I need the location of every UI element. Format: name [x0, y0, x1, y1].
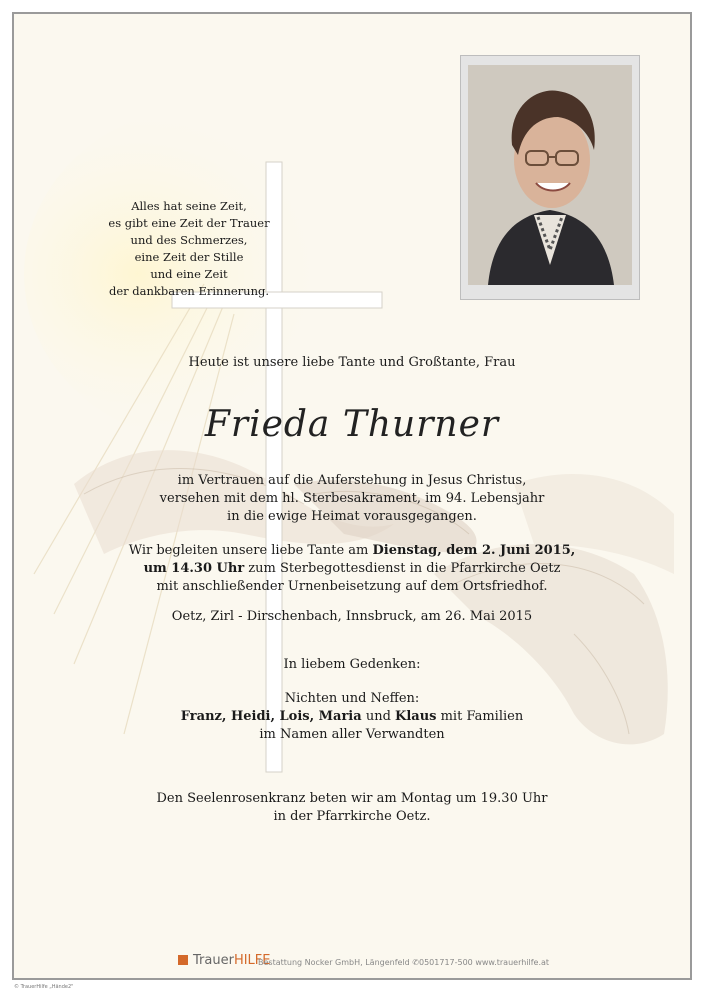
portrait-image: [468, 65, 632, 285]
verse-line: es gibt eine Zeit der Trauer: [108, 216, 270, 230]
funeral-time: um 14.30 Uhr: [143, 561, 245, 576]
relatives: im Namen aller Verwandten: [259, 727, 445, 742]
family: [14, 690, 690, 744]
announcement-line: in die ewige Heimat vorausgegangen.: [227, 509, 477, 524]
verse-line: der dankbaren Erinnerung.: [108, 284, 269, 298]
verse-line: und des Schmerzes,: [130, 233, 248, 247]
funeral-details: [14, 542, 690, 596]
place-date: Oetz, Zirl - Dirschenbach, Innsbruck, am 26. Mai 2015: [171, 609, 533, 624]
brand-trauer: Trauer: [193, 953, 234, 968]
family-names-post: mit Familien: [436, 709, 524, 724]
funeral-date: Dienstag, dem 2. Juni 2015,: [372, 543, 576, 558]
family-names-and: und: [361, 709, 396, 724]
announcement-line: im Vertrauen auf die Auferstehung in Jesus Christus,: [177, 473, 527, 488]
footer-info: Bestattung Nocker GmbH, Längenfeld ✆0501717-500 www.trauerhilfe.at: [258, 958, 550, 967]
funeral-line-3: mit anschließender Urnenbeisetzung auf dem Ortsfriedhof.: [156, 579, 548, 594]
rosary-line: in der Pfarrkirche Oetz.: [273, 809, 431, 824]
funeral-line-2: [14, 560, 690, 578]
rosary-notice: [14, 790, 690, 826]
brand-hilfe: HILFE: [233, 953, 271, 968]
logo-icon: [178, 955, 188, 965]
verse: [84, 198, 294, 300]
announcement: [14, 472, 690, 526]
verse-line: eine Zeit der Stille: [134, 250, 244, 264]
funeral-text: Wir begleiten unsere liebe Tante am: [128, 543, 373, 558]
family-names: [14, 708, 690, 726]
announcement-line: versehen mit dem hl. Sterbesakrament, im 94. Lebensjahr: [159, 491, 545, 506]
rosary-line: Den Seelenrosenkranz beten wir am Montag um 19.30 Uhr: [156, 791, 548, 806]
verse-line: Alles hat seine Zeit,: [131, 199, 247, 213]
funeral-line-1: [14, 542, 690, 560]
verse-line: und eine Zeit: [150, 267, 228, 281]
funeral-text: zum Sterbegottesdienst in die Pfarrkirche Oetz: [244, 561, 561, 576]
remembrance: In liebem Gedenken:: [283, 657, 421, 672]
family-names-bold: Franz, Heidi, Lois, Maria: [180, 709, 362, 724]
family-heading: Nichten und Neffen:: [284, 691, 420, 706]
intro: Heute ist unsere liebe Tante und Großtante, Frau: [188, 355, 516, 370]
deceased-name: Frieda Thurner: [204, 404, 500, 445]
copyright: © TrauerHilfe „Hände2": [14, 984, 74, 990]
portrait-photo: [468, 65, 632, 285]
family-names-bold: Klaus: [395, 709, 437, 724]
